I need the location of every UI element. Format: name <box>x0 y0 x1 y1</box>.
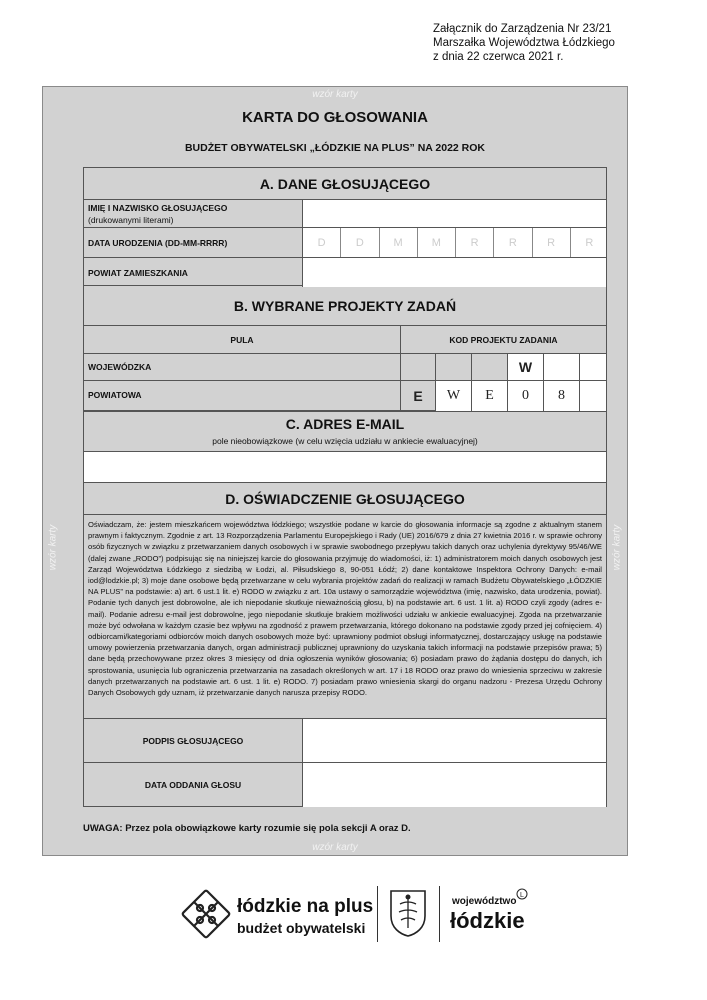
county-row <box>84 258 606 287</box>
name-label: IMIĘ I NAZWISKO GŁOSUJĄCEGO <box>88 203 228 213</box>
county-pool-label: POWIATOWA <box>88 390 142 400</box>
voivodeship-code-digit-2[interactable] <box>579 354 606 380</box>
annex-line-3: z dnia 22 czerwca 2021 r. <box>433 51 564 63</box>
dob-row <box>84 228 606 258</box>
name-row <box>84 200 606 228</box>
dob-field[interactable] <box>302 228 606 257</box>
section-c-subtitle: pole nieobowiązkowe (w celu wzięcia udziału w ankiecie ewaluacyjnej) <box>212 436 478 446</box>
annex-line-1: Załącznik do Zarządzenia Nr 23/21 <box>433 23 612 35</box>
section-c-table <box>83 411 607 483</box>
coat-of-arms-icon <box>388 888 428 938</box>
signature-label: PODPIS GŁOSUJĄCEGO <box>142 736 244 746</box>
declaration-text: Oświadczam, że: jestem mieszkańcem województwa łódzkiego; wszystkie podane w karcie do głosowania informacje są zgodne z aktualnym stanem prawnym i faktycznym. Zgodnie z art. 13 Rozporządzenia Parlamentu Europejskiego i Rady (UE) 2016/679 z dnia 27 kwietnia 2016 r. w sprawie ochrony osób fizycznych w związku z przetwarzaniem danych osobowych i w sprawie swobodnego przepływu takich danych oraz uchylenia dyrektywy 95/46/WE (dalej zwane „RODO”) podpisując się na niniejszej karcie do głosowania przyjmuję do wiadomości, iż: 1) administratorem moich danych osobowych jest Zarząd Województwa Łódzkiego z siedzibą w Łodzi, al. Piłsudskiego 8, 90-051 Łódź; 2) dane kontaktowe Inspektora Ochrony Danych: e-mail iod@lodzkie.pl; 3) moje dane osobowe będą przetwarzane w celu wybrania projektów zadań do realizacji w ramach Budżetu Obywatelskiego „ŁÓDZKIE NA PLUS” na podstawie: a) art. 6 ust.1 lit. e) RODO w związku z art. 10a ustawy o samorządzie województwa (imię, nazwisko, data urodzenia, powiat). Podanie tych danych jest dobrowolne, ale ich niepodanie skutkuje nieważnością głosu, b) na podstawie art. 6 ust. 1 lit. a) RODO czyli zgody (adres e-mail). Podanie adresu e-mail jest dobrowolne, jego niepodanie skutkuje brakiem możliwości udziału w ankiecie ewaluacyjnej. Zgoda na przetwarzanie może być odwołana w każdym czasie bez wpływu na zgodność z prawem przetwarzania, którego dokonano na podstawie zgody przed jej cofnięciem. 4) odbiorcami/kategoriami odbiorców moich danych osobowych może być: uprawniony podmiot obsługi informatycznej, dostarczający usługę na podstawie umowy powierzenia przetwarzania danych, organ administracji publicznej uprawniony do uzyskania takich informacji na podstawie przepisów prawa; 5) dane będą przechowywane przez okres 3 miesięcy od dnia ogłoszenia wyników głosowania; 6) posiadam prawo do żądania dostępu do danych, ich sprostowania, usunięcia lub ograniczenia przetwarzania na zasadach określonych w art. 17 i 18 RODO oraz prawo do wniesienia sprzeciwu w zakresie danych przetwarzanych na podstawie art. 6 ust. 1 lit. e) RODO. 7) posiadam prawo wniesienia skargi do organu nadzoru - Prezesa Urzędu Ochrony Danych Osobowych gdy uznam, iż przetwarzanie danych narusza przepisy RODO. <box>88 520 602 698</box>
declaration-row <box>84 515 606 719</box>
card-title: KARTA DO GŁOSOWANIA <box>242 109 428 126</box>
section-b-title: B. WYBRANE PROJEKTY ZADAŃ <box>84 286 606 326</box>
dob-digit-2[interactable]: D <box>340 228 378 257</box>
watermark-top: wzór karty <box>312 89 358 100</box>
signature-field[interactable] <box>302 719 606 762</box>
logo-divider-1 <box>377 886 378 942</box>
watermark-right: wzór karty <box>611 524 623 571</box>
section-a-table <box>83 167 607 286</box>
dob-digit-1[interactable]: D <box>302 228 340 257</box>
county-field[interactable] <box>302 258 606 287</box>
brand-name: łódzkie na plus <box>237 896 374 917</box>
region-label: województwo <box>452 896 517 907</box>
puzzle-logo-icon <box>180 888 232 940</box>
section-b-table <box>83 286 607 411</box>
dob-label: DATA URODZENIA (DD-MM-RRRR) <box>88 238 228 248</box>
county-code-5[interactable] <box>579 381 606 411</box>
pool-column-header: PULA <box>230 335 254 345</box>
section-c-header <box>84 412 606 452</box>
dob-digit-4[interactable]: M <box>417 228 455 257</box>
signature-row <box>84 719 606 763</box>
section-a-title: A. DANE GŁOSUJĄCEGO <box>84 168 606 200</box>
dob-digit-6[interactable]: R <box>493 228 531 257</box>
date-label: DATA ODDANIA GŁOSU <box>144 780 242 790</box>
voivodeship-label: WOJEWÓDZKA <box>88 362 152 372</box>
email-field[interactable] <box>84 452 606 482</box>
mandatory-note: UWAGA: Przez pola obowiązkowe karty rozumie się pola sekcji A oraz D. <box>83 823 411 834</box>
county-code-1: W <box>435 381 471 411</box>
section-d-title: D. OŚWIADCZENIE GŁOSUJĄCEGO <box>84 483 606 515</box>
watermark-left: wzór karty <box>47 524 59 571</box>
name-sublabel: (drukowanymi literami) <box>88 215 174 225</box>
voivodeship-code-digit-1[interactable] <box>543 354 579 380</box>
pool-header-row <box>84 326 606 354</box>
voivodeship-code-field[interactable] <box>400 354 606 380</box>
brand-tagline: budżet obywatelski <box>237 920 366 936</box>
dob-digit-3[interactable]: M <box>379 228 417 257</box>
name-field[interactable] <box>302 200 606 227</box>
section-d-table <box>83 483 607 807</box>
county-code-field[interactable] <box>400 381 606 411</box>
date-row <box>84 763 606 807</box>
svg-text:L: L <box>520 892 524 899</box>
voivodeship-row <box>84 354 606 381</box>
region-name: łódzkie <box>450 908 525 933</box>
county-code-2: E <box>471 381 507 411</box>
annex-line-2: Marszałka Województwa Łódzkiego <box>433 37 615 49</box>
card-subtitle: BUDŻET OBYWATELSKI „ŁÓDZKIE NA PLUS” NA 2022 ROK <box>184 142 486 154</box>
county-code-3: 0 <box>507 381 543 411</box>
section-c-title: C. ADRES E-MAIL <box>285 416 405 432</box>
registered-mark-icon <box>516 888 528 900</box>
dob-digit-5[interactable]: R <box>455 228 493 257</box>
county-pool-row <box>84 381 606 411</box>
annex-header <box>433 22 615 64</box>
logos-footer <box>0 882 707 952</box>
dob-digit-7[interactable]: R <box>532 228 570 257</box>
watermark-bottom: wzór karty <box>312 842 358 853</box>
dob-digit-8[interactable]: R <box>570 228 608 257</box>
code-column-header: KOD PROJEKTU ZADANIA <box>400 326 606 354</box>
county-label: POWIAT ZAMIESZKANIA <box>88 268 188 278</box>
voivodeship-prefix: W <box>507 354 543 380</box>
logo-divider-2 <box>439 886 440 942</box>
county-code-4: 8 <box>543 381 579 411</box>
date-field[interactable] <box>302 763 606 807</box>
county-prefix: E <box>413 388 423 404</box>
voting-card <box>42 86 628 856</box>
